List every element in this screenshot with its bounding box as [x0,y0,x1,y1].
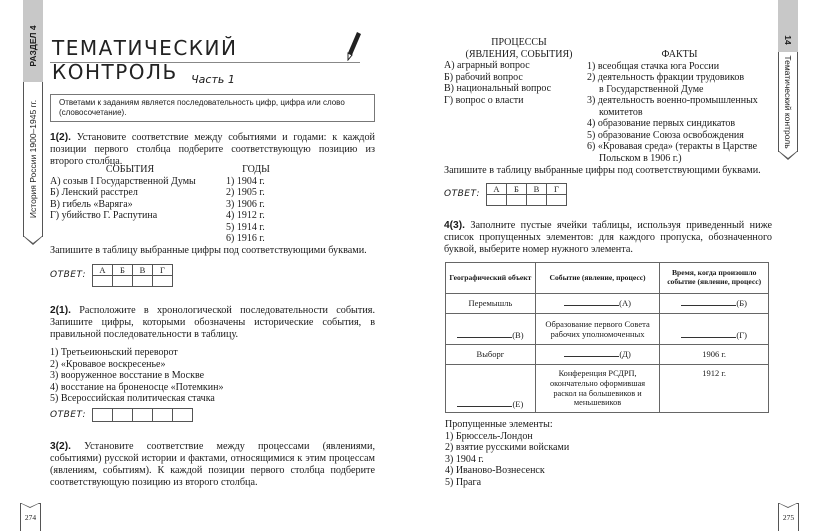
facts-column [587,49,772,164]
event-item: В) гибель «Варяга» [50,198,133,210]
table-cell: Конференция РСДРП, окончательно оформившая раскол на большевиков и меньшевиков [535,365,660,413]
fact-item: 4) образование первых синдикатов [587,118,736,129]
answer-cell[interactable] [152,276,172,287]
processes-header: ПРОЦЕССЫ [491,37,547,48]
year-item: 6) 1916 г. [226,233,265,244]
process-item: А) аграрный вопрос [444,60,530,71]
task-3-number: 3(2). [50,441,71,452]
missing-item: 3) 1904 г. [445,453,484,465]
missing-item: 5) Прага [445,476,482,488]
task-2-number: 2(1). [50,305,71,316]
years-header: ГОДЫ [242,164,270,175]
fact-item: 2) деятельность фракции трудовиков [587,72,745,83]
blank-letter: (Г) [736,329,747,340]
task-1-events-column [50,164,210,222]
task-1-instruction: Запишите в таблицу выбранные цифры под соответствующими буквами. [50,245,367,256]
answer-label: ОТВЕТ: [50,409,86,420]
table-cell-blank[interactable] [660,314,769,345]
task-1-text [50,132,375,168]
task-2-text [50,305,375,341]
table-cell-blank[interactable] [535,294,660,314]
facts-header: ФАКТЫ [661,49,698,60]
section-label: РАЗДЕЛ 4 [27,25,38,67]
blank-letter: (Д) [619,349,631,360]
year-item: 5) 1914 г. [226,221,265,233]
table-cell: 1906 г. [660,345,769,365]
left-page [0,0,409,531]
fact-item-cont: комитетов [599,106,643,118]
header-time: Время, когда произошло событие (явление, процесс) [660,263,769,294]
table-cell: Выборг [446,345,536,365]
task-4-number: 4(3). [444,220,465,231]
year-item: 1) 1904 г. [226,175,265,187]
answer-label: ОТВЕТ: [50,270,86,281]
table-row [446,294,769,314]
missing-item: 2) взятие русскими войсками [445,442,570,453]
task-2-item: 4) восстание на броненосце «Потемкин» [50,381,224,393]
task-2-item: 1) Третьеиюньский переворот [50,347,178,358]
task-2-items [50,347,350,405]
answer-cell[interactable] [112,276,132,287]
answer-letter: Б [112,265,132,276]
task-2-item: 2) «Кровавое воскресенье» [50,358,166,370]
task-4-prompt: Заполните пустые ячейки таблицы, используя приведенный ниже список пропущенных элементов: для каждого пропуска, обозначенного буквой, выберите номер нужного элемента. [444,220,773,255]
fact-item: 1) всеобщая стачка юга России [587,60,720,72]
header-geo: Географический объект [446,263,536,294]
chapter-title-tab [778,52,798,152]
table-cell-blank[interactable] [535,345,660,365]
fact-item: 5) образование Союза освобождения [587,129,744,141]
answer-letter: Г [152,265,172,276]
processes-column [444,37,594,106]
event-item: Г) убийство Г. Распутина [50,210,158,221]
table-cell: Образование первого Совета рабочих уполномоченных [535,314,660,345]
page-number-right: 275 [778,503,799,531]
answer-label: ОТВЕТ: [444,189,480,200]
task-2-item: 3) вооруженное восстание в Москве [50,370,205,381]
table-header-row [446,263,769,294]
missing-elements-list [445,419,645,488]
task-1-number: 1(2). [50,132,71,143]
missing-item: 1) Брюссель-Лондон [445,430,533,442]
task-2-answer [50,408,193,422]
answer-cell[interactable] [486,195,506,206]
section-tab-dark [23,0,43,82]
answer-cell[interactable] [152,409,172,422]
task-1-answer [50,264,173,287]
fact-item-cont: Польском в 1906 г.) [599,152,682,164]
answer-letter: В [526,184,546,195]
task-3-prompt: Установите соответствие между процессами (явлениями, событиями) русской истории и фактами, относящимися к этим процессам (явлениям, событиям). К каждой позиции первого столбца подберите соответствующую позицию из второго столбца. [50,441,375,488]
table-row [446,345,769,365]
task-3-answer [444,183,567,206]
task-2-prompt: Расположите в хронологической последовательности события. Запишите цифры, которыми обозначены исторические события, в правильной последовательности в таблицу. [50,305,376,340]
blank-letter: (А) [619,298,631,309]
task-1-answer-table [92,264,173,287]
task-3-instruction: Запишите в таблицу выбранные цифры под соответствующими буквами. [444,165,761,176]
instructions-note: Ответами к заданиям является последовательность цифр, цифра или слово (словосочетание). [50,94,375,122]
year-item: 4) 1912 г. [226,210,265,221]
fact-item: 6) «Кровавая среда» (теракты в Царстве [587,141,758,152]
event-item: Б) Ленский расстрел [50,187,138,198]
process-item: В) национальный вопрос [444,83,552,94]
blank-letter: (Б) [736,298,747,309]
answer-cell[interactable] [172,409,192,422]
task-1-prompt: Установите соответствие между событиями и годами: к каждой позиции первого столбца подберите соответствующую позицию из второго столбца. [50,132,375,167]
process-item: Б) рабочий вопрос [444,71,523,83]
book-tab [23,82,43,237]
table-cell: Перемышль [446,294,536,314]
answer-cell[interactable] [112,409,132,422]
answer-cell[interactable] [526,195,546,206]
blank-letter: (Е) [512,398,524,409]
fact-item: 3) деятельность военно-промышленных [587,95,758,106]
table-cell-blank[interactable] [660,294,769,314]
event-item: А) созыв I Государственной Думы [50,175,196,187]
missing-item: 4) Иваново-Вознесенск [445,465,545,476]
chapter-number: 14 [783,35,794,45]
task-3-answer-table [486,183,567,206]
answer-cell[interactable] [92,409,112,422]
part-heading: Часть 1 [191,73,235,86]
answer-cell[interactable] [132,409,152,422]
answer-cell[interactable] [132,276,152,287]
events-header: СОБЫТИЯ [105,164,155,175]
task-4-table [445,262,769,413]
task-3-text [50,441,375,489]
answer-letter: Г [546,184,566,195]
task-2-answer-table [92,408,193,422]
table-row [446,314,769,345]
answer-letter: А [486,184,506,195]
answer-letter: Б [506,184,526,195]
header-event: Событие (явление, процесс) [535,263,660,294]
fact-item-cont: в Государственной Думе [599,83,704,95]
task-2-item: 5) Всероссийская политическая стачка [50,393,215,404]
answer-letter: В [132,265,152,276]
page-number-left: 274 [20,503,41,531]
year-item: 2) 1905 г. [226,187,265,198]
blank-letter: (В) [512,329,524,340]
year-item: 3) 1906 г. [226,198,265,210]
table-cell-blank[interactable] [446,314,536,345]
task-1-years-column [226,164,286,245]
table-row [446,365,769,413]
missing-header: Пропущенные элементы: [445,419,553,430]
table-cell: 1912 г. [660,365,769,413]
pencil-icon [346,31,362,61]
answer-cell[interactable] [546,195,566,206]
chapter-tab-dark [778,0,798,52]
chapter-title: Тематический контроль [783,54,794,149]
process-item: Г) вопрос о власти [444,94,524,106]
processes-header-sub: (ЯВЛЕНИЯ, СОБЫТИЯ) [465,48,573,60]
page-title: ТЕМАТИЧЕСКИЙ КОНТРОЛЬ [52,36,238,84]
answer-cell[interactable] [92,276,112,287]
task-4-text [444,220,772,256]
book-title: История России 1900–1945 гг. [27,99,38,219]
answer-letter: А [92,265,112,276]
table-cell-blank[interactable] [446,365,536,413]
answer-cell[interactable] [506,195,526,206]
